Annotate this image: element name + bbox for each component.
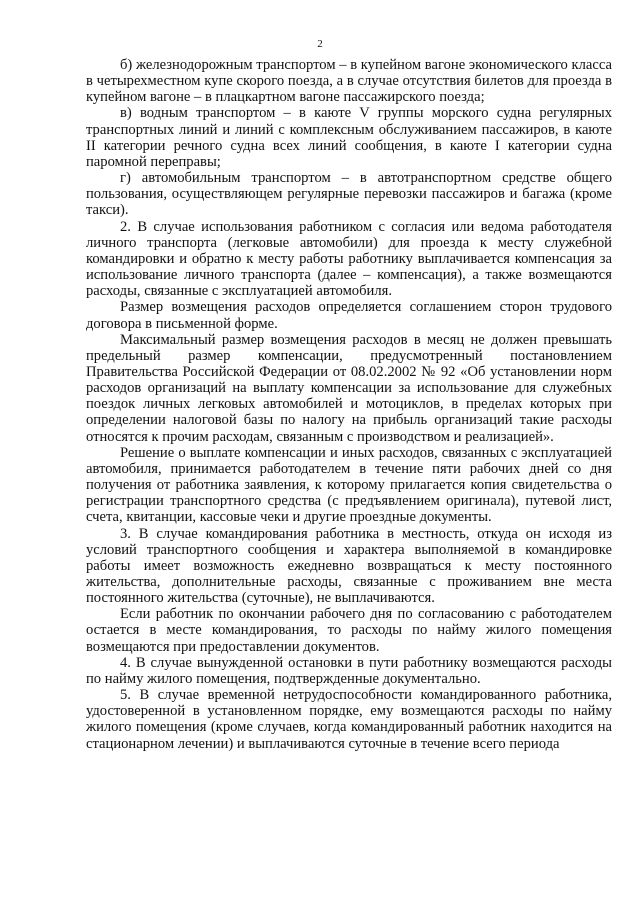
page-number: 2	[317, 38, 323, 50]
paragraph-reimbursement-amount: Размер возмещения расходов определяется соглашением сторон трудового договора в письменной форме.	[86, 299, 612, 332]
paragraph-daily-return: 3. В случае командирования работника в местность, откуда он исходя из условий транспортного сообщения и характера выполняемой в командировке работы имеет возможность ежедневно возвращаться к месту постоянного жительства, дополнительные расходы, связанные с проживанием вне места постоянного жительства (суточные), не выплачиваются.	[86, 525, 612, 607]
paragraph-personal-transport: 2. В случае использования работником с согласия или ведома работодателя личного транспорта (легковые автомобили) для проезда к месту служебной командировки и обратно к месту работы работнику выплачивается компенсация за использование личного транспорта (далее – компенсация), а также возмещаются расходы, связанные с эксплуатацией автомобиля.	[86, 218, 612, 300]
document-body	[86, 57, 612, 752]
paragraph-maximum-reimbursement: Максимальный размер возмещения расходов в месяц не должен превышать предельный размер компенсации, предусмотренный постановлением Правительства Российской Федерации от 08.02.2002 № 92 «Об установлении норм расходов организаций на выплату компенсации за использование для служебных поездок личных легковых автомобилей и мотоциклов, в пределах которых при определении налоговой базы по налогу на прибыль организаций такие расходы относятся к прочим расходам, связанным с производством и реализацией».	[86, 331, 612, 445]
paragraph-rail-transport: б) железнодорожным транспортом – в купейном вагоне экономического класса в четырехместном купе скорого поезда, а в случае отсутствия билетов для проезда в купейном вагоне – в плацкартном вагоне пассажирского поезда;	[86, 57, 612, 106]
paragraph-road-transport: г) автомобильным транспортом – в автотранспортном средстве общего пользования, осуществляющем регулярные перевозки пассажиров и багажа (кроме такси).	[86, 170, 612, 219]
paragraph-forced-stop: 4. В случае вынужденной остановки в пути работнику возмещаются расходы по найму жилого помещения, подтвержденные документально.	[86, 654, 612, 687]
paragraph-water-transport: в) водным транспортом – в каюте V группы морского судна регулярных транспортных линий и линий с комплексным обслуживанием пассажиров, в каюте II категории речного судна всех линий сообщения, в каюте I категории судна паромной переправы;	[86, 105, 612, 170]
paragraph-compensation-decision: Решение о выплате компенсации и иных расходов, связанных с эксплуатацией автомобиля, принимается работодателем в течение пяти рабочих дней со дня получения от работника заявления, к которому прилагается копия свидетельства о регистрации транспортного средства (с предъявлением оригинала), путевой лист, счета, квитанции, кассовые чеки и другие проездные документы.	[86, 444, 612, 526]
paragraph-temporary-disability: 5. В случае временной нетрудоспособности командированного работника, удостоверенной в установленном порядке, ему возмещаются расходы по найму жилого помещения (кроме случаев, когда командированный работник находится на стационарном лечении) и выплачиваются суточные в течение всего периода	[86, 687, 612, 752]
paragraph-stay-at-location: Если работник по окончании рабочего дня по согласованию с работодателем остается в месте командирования, то расходы по найму жилого помещения возмещаются при предоставлении документов.	[86, 606, 612, 655]
